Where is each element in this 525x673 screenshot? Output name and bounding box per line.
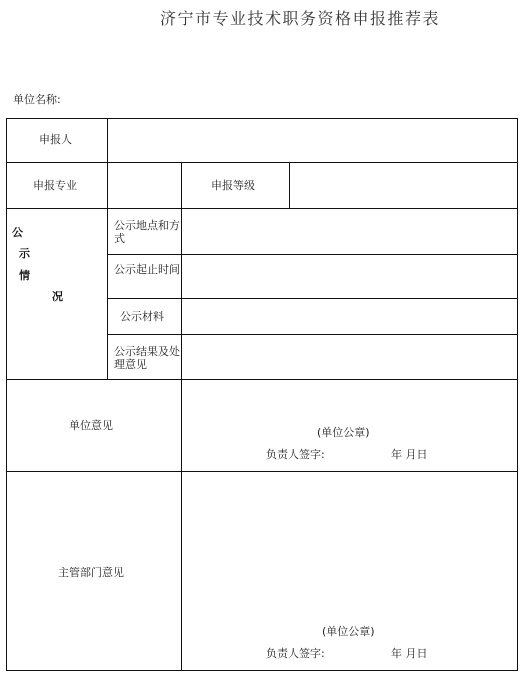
- authority-opinion-label: 主管部门意见: [58, 566, 124, 579]
- unit-opinion-date-label: 年 月日: [391, 448, 428, 461]
- major-label: 申报专业: [33, 179, 77, 192]
- publicity-materials-value-cell[interactable]: [182, 299, 517, 334]
- table-border-left: [6, 118, 7, 671]
- publicity-period-value-cell[interactable]: [182, 255, 517, 298]
- major-value-cell[interactable]: [108, 163, 181, 208]
- publicity-group-char: 情: [19, 269, 30, 282]
- authority-opinion-signer-label: 负责人签字:: [266, 647, 325, 660]
- publicity-result-label: 公示结果及处理意见: [114, 345, 180, 371]
- table-rule: [181, 162, 182, 209]
- authority-opinion-date-label: 年 月日: [391, 647, 428, 660]
- authority-opinion-seal: (单位公章): [322, 625, 375, 638]
- publicity-group-char: 示: [19, 247, 30, 260]
- authority-opinion-value-cell[interactable]: [182, 472, 517, 670]
- page-title: 济宁市专业技术职务资格申报推荐表: [159, 9, 440, 28]
- unit-opinion-label: 单位意见: [69, 419, 113, 432]
- unit-opinion-seal: (单位公章): [317, 426, 370, 439]
- publicity-materials-label: 公示材料: [120, 310, 164, 323]
- applicant-value-cell[interactable]: [108, 119, 517, 162]
- publicity-location-label: 公示地点和方式: [114, 219, 180, 245]
- table-border-bottom: [6, 670, 518, 671]
- unit-name-label: 单位名称:: [13, 93, 61, 106]
- level-label: 申报等级: [211, 179, 255, 192]
- publicity-location-value-cell[interactable]: [182, 209, 517, 254]
- applicant-label: 申报人: [39, 133, 72, 146]
- publicity-result-value-cell[interactable]: [182, 335, 517, 379]
- publicity-group-char: 况: [52, 290, 63, 303]
- table-border-right: [517, 118, 518, 671]
- publicity-period-label: 公示起止时间: [114, 263, 180, 276]
- level-value-cell[interactable]: [290, 163, 517, 208]
- publicity-group-char: 公: [12, 226, 23, 239]
- unit-opinion-signer-label: 负责人签字:: [266, 448, 325, 461]
